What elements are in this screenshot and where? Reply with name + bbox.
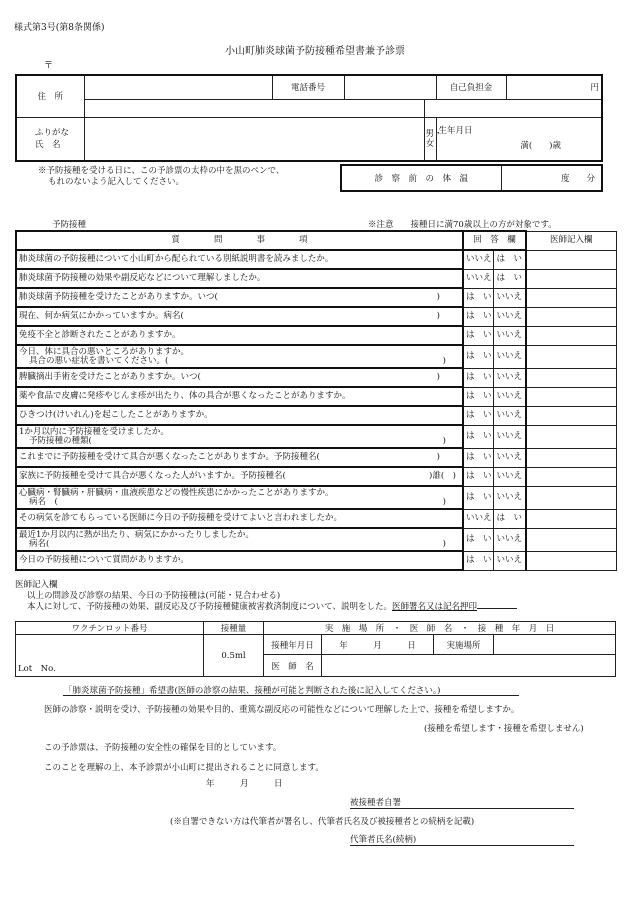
place-field[interactable] <box>494 635 616 655</box>
instruction-line-2: もれのないよう記入してください。 <box>48 177 185 187</box>
dose-value: 0.5ml <box>204 635 264 677</box>
lot-label: Lot No. <box>18 664 56 674</box>
doctor-note-cell[interactable] <box>526 448 616 467</box>
answer-option-1[interactable]: いいえ <box>463 509 493 528</box>
doctor-note-cell[interactable] <box>526 425 616 448</box>
consent-agreement: このことを理解の上、本予診票が小山町に提出されることに同意します。 <box>44 763 324 773</box>
consent-purpose: この予診票は、予防接種の安全性の確保を目的としています。 <box>44 743 282 753</box>
answer-option-2[interactable]: いいえ <box>493 345 526 368</box>
question-text <box>16 368 463 387</box>
question-row <box>16 326 616 345</box>
postal-mark: 〒 <box>44 61 54 71</box>
question-header: 質 問 事 項 <box>16 231 463 250</box>
name-field[interactable] <box>84 117 424 161</box>
answer-option-2[interactable]: いいえ <box>493 551 526 570</box>
question-text <box>16 250 463 269</box>
answer-option-2[interactable]: いいえ <box>493 406 526 425</box>
questionnaire-table <box>15 230 617 571</box>
consent-title: 「肺炎球菌予防接種」希望書(医師の診察の結果、接種が可能と判断された後に記入してください。) <box>64 686 441 696</box>
doctor-signature-label: 医師署名又は記名押印 <box>392 602 478 612</box>
question-line-1: 免疫不全と診断されたことがありますか。 <box>19 330 181 340</box>
question-paren <box>440 331 460 340</box>
phone-label: 電話番号 <box>272 75 344 99</box>
answer-option-1[interactable]: は い <box>463 425 493 448</box>
copay-field[interactable] <box>506 75 602 99</box>
question-line-1: 今日、体に具合の悪いところがありますか。 <box>19 346 190 357</box>
answer-option-1[interactable]: は い <box>463 486 493 509</box>
answer-option-1[interactable]: は い <box>463 406 493 425</box>
question-text <box>16 406 463 425</box>
answer-option-2[interactable]: いいえ <box>493 307 526 326</box>
question-paren <box>440 556 460 565</box>
question-paren <box>440 255 460 264</box>
doctor-name-field[interactable] <box>322 655 616 677</box>
question-line-2: 具合の悪い症状を書いてください。( <box>29 355 169 366</box>
answer-option-2[interactable]: いいえ <box>493 387 526 406</box>
answer-option-2[interactable]: いいえ <box>493 467 526 486</box>
answer-option-2[interactable]: いいえ <box>493 288 526 307</box>
doctor-note-cell[interactable] <box>526 467 616 486</box>
question-row <box>16 345 616 368</box>
question-row <box>16 387 616 406</box>
question-text <box>16 467 463 486</box>
answer-option-2[interactable]: は い <box>493 509 526 528</box>
question-row <box>16 250 616 269</box>
question-text <box>16 307 463 326</box>
furigana-label: ふりがな <box>35 127 70 138</box>
question-line-1: 肺炎球菌予防接種を受けたことがありますか。いつ( <box>19 292 218 302</box>
doctor-note-cell[interactable] <box>526 387 616 406</box>
answer-option-1[interactable]: は い <box>463 467 493 486</box>
doctor-note-cell[interactable] <box>526 368 616 387</box>
question-paren: ) <box>436 372 440 382</box>
question-line-1: 心臓病・腎臓病・肝臓病・血液疾患などの慢性疾患にかかったことがありますか。 <box>19 487 334 498</box>
question-text <box>16 387 463 406</box>
doctor-note-cell[interactable] <box>526 406 616 425</box>
question-line-1: その病気を診てもらっている医師に今日の予防接種を受けてよいと言われましたか。 <box>19 513 343 523</box>
temperature-field[interactable] <box>501 165 602 191</box>
question-text <box>16 288 463 307</box>
doctor-note-cell[interactable] <box>526 486 616 509</box>
question-row <box>16 509 616 528</box>
address-field-2[interactable] <box>84 99 424 117</box>
question-line-1: 肺炎球菌予防接種の効果や副反応などについて理解しましたか。 <box>19 273 266 283</box>
answer-option-1[interactable]: いいえ <box>463 250 493 269</box>
question-line-1: 今日の予防接種について質問がありますか。 <box>19 555 189 565</box>
temperature-label: 診 察 前 の 体 温 <box>341 165 501 191</box>
doctor-judgement: 以上の問診及び診察の結果、今日の予防接種は(可能・見合わせる) <box>27 591 281 601</box>
question-line-1: 脾臓摘出手術を受けたことがありますか。いつ( <box>19 372 201 382</box>
name-label: 氏 名 <box>35 139 61 150</box>
question-text <box>16 326 463 345</box>
question-text <box>16 345 463 368</box>
question-row <box>16 288 616 307</box>
phone-field[interactable] <box>344 75 436 99</box>
question-text <box>16 509 463 528</box>
question-paren <box>440 392 460 401</box>
vaccine-table <box>15 621 616 677</box>
question-row <box>16 269 616 288</box>
answer-option-1[interactable]: は い <box>463 307 493 326</box>
question-row <box>16 307 616 326</box>
question-text <box>16 448 463 467</box>
doctor-note-cell[interactable] <box>526 528 616 551</box>
doctor-section-label: 医師記入欄 <box>15 580 58 590</box>
answer-option-1[interactable]: は い <box>463 387 493 406</box>
answer-option-2[interactable]: いいえ <box>493 425 526 448</box>
dob-label: 生年月日 <box>438 125 473 136</box>
question-line-2: 病名 ( <box>29 496 58 507</box>
question-row <box>16 528 616 551</box>
proxy-label: 代筆者氏名(続柄) <box>350 835 417 845</box>
question-line-1: 肺炎球菌の予防接種について小山町から配られている別紙説明書を読みましたか。 <box>19 254 334 264</box>
instruction-line-1: ※予防接種を受ける日に、この予診票の太枠の中を黒のペンで、 <box>38 166 285 176</box>
doctor-note-cell[interactable] <box>526 269 616 288</box>
signer-label: 被接種者自署 <box>350 798 402 808</box>
question-paren <box>440 514 460 523</box>
question-line-1: 家族に予防接種を受けて具合が悪くなった人がいますか。予防接種名( <box>19 471 286 481</box>
doctor-explanation: 本人に対して、予防接種の効果、副反応及び予防接種健康被害救済制度について、説明をした。 <box>27 602 392 612</box>
question-paren: ) <box>442 435 446 446</box>
question-paren <box>440 274 460 283</box>
question-paren: ) <box>442 355 446 366</box>
question-row <box>16 448 616 467</box>
question-text <box>16 551 463 570</box>
answer-option-2[interactable]: いいえ <box>493 448 526 467</box>
address-field[interactable] <box>84 75 272 99</box>
lot-header: ワクチンロット番号 <box>16 622 204 635</box>
site-header: 実 施 場 所 ・ 医 師 名 ・ 接 種 年 月 日 <box>264 622 616 635</box>
place-label: 実施場所 <box>434 635 494 655</box>
proxy-line[interactable] <box>350 833 574 846</box>
lot-field[interactable] <box>16 635 204 677</box>
copay-label: 自己負担金 <box>436 75 506 99</box>
doctor-note-cell[interactable] <box>526 345 616 368</box>
answer-option-1[interactable]: は い <box>463 528 493 551</box>
doctor-note-cell[interactable] <box>526 250 616 269</box>
doctor-note-cell[interactable] <box>526 307 616 326</box>
consent-choice[interactable]: (接種を希望します・接種を希望しません) <box>424 724 584 734</box>
proxy-note: (※自署できない方は代筆者が署名し、代筆者氏名及び被接種者との続柄を記載) <box>170 817 475 827</box>
page-title: 小山町肺炎球菌予防接種希望書兼予診票 <box>225 46 405 57</box>
answer-option-2[interactable]: いいえ <box>493 528 526 551</box>
answer-option-1[interactable]: は い <box>463 326 493 345</box>
answer-option-2[interactable]: いいえ <box>493 368 526 387</box>
signer-line[interactable] <box>350 796 574 809</box>
answer-option-1[interactable]: は い <box>463 288 493 307</box>
section-label: 予防接種 <box>52 220 87 230</box>
question-row <box>16 368 616 387</box>
sex-select[interactable]: 男・女 <box>424 117 436 161</box>
question-line-1: ひきつけ(けいれん)を起こしたことがありますか。 <box>19 410 213 420</box>
question-text <box>16 425 463 448</box>
date-label: 接種年月日 <box>264 635 322 655</box>
question-line-1: 現在、何か病気にかかっていますか。病名( <box>19 311 184 321</box>
doctor-column-header: 医師記入欄 <box>526 231 616 250</box>
question-line-1: 最近1か月以内に熱が出たり、病気にかかったりしましたか。 <box>19 529 254 540</box>
date-field[interactable]: 年 月 日 <box>322 635 434 655</box>
doctor-note-cell[interactable] <box>526 326 616 345</box>
question-paren: ) <box>436 292 440 302</box>
answer-header: 回 答 欄 <box>463 231 526 250</box>
question-row <box>16 467 616 486</box>
question-line-2: 予防接種の種類( <box>29 435 92 446</box>
question-row <box>16 406 616 425</box>
consent-question: 医師の診察・説明を受け、予防接種の効果や目的、重篤な副反応の可能性などについて理解した上で、接種を希望しますか。 <box>44 705 520 715</box>
question-line-1: 1か月以内に予防接種を受けましたか。 <box>19 426 169 437</box>
answer-option-1[interactable]: は い <box>463 345 493 368</box>
answer-option-2[interactable]: いいえ <box>493 486 526 509</box>
temperature-unit: 度 分 <box>560 174 595 184</box>
doctor-note-cell[interactable] <box>526 288 616 307</box>
question-row <box>16 486 616 509</box>
temperature-table <box>340 164 603 192</box>
answer-option-1[interactable]: は い <box>463 448 493 467</box>
question-paren <box>440 411 460 420</box>
question-line-1: 薬や食品で皮膚に発疹やじんま疹が出たり、体の具合が悪くなったことがありますか。 <box>19 391 351 401</box>
doctor-note-cell[interactable] <box>526 509 616 528</box>
answer-option-2[interactable]: は い <box>493 250 526 269</box>
form-number: 様式第3号(第8条関係) <box>14 23 105 33</box>
question-paren: ) <box>442 496 446 507</box>
doctor-note-cell[interactable] <box>526 551 616 570</box>
question-line-2: 病名( <box>29 538 50 549</box>
answer-option-1[interactable]: は い <box>463 551 493 570</box>
answer-option-1[interactable]: いいえ <box>463 269 493 288</box>
answer-option-2[interactable]: は い <box>493 269 526 288</box>
question-paren: )誰( ) <box>429 471 456 481</box>
age-note: ※注意 接種日に満70歳以上の方が対象です。 <box>368 220 557 230</box>
question-line-1: これまでに予防接種を受けて具合が悪くなったことがありますか。予防接種名( <box>19 452 320 462</box>
question-row <box>16 425 616 448</box>
address-label: 住 所 <box>16 75 84 117</box>
answer-option-2[interactable]: いいえ <box>493 326 526 345</box>
question-paren: ) <box>436 311 440 321</box>
consent-date[interactable]: 年 月 日 <box>206 779 283 789</box>
question-text <box>16 528 463 551</box>
question-text <box>16 269 463 288</box>
doctor-name-label: 医 師 名 <box>264 655 322 677</box>
question-text <box>16 486 463 509</box>
patient-info-table <box>15 74 603 162</box>
dose-header: 接種量 <box>204 622 264 635</box>
question-paren: ) <box>436 452 440 462</box>
copay-unit: 円 <box>590 83 599 94</box>
question-row <box>16 551 616 570</box>
age-label: 満( )歳 <box>520 140 561 151</box>
question-paren: ) <box>442 538 446 549</box>
answer-option-1[interactable]: は い <box>463 368 493 387</box>
